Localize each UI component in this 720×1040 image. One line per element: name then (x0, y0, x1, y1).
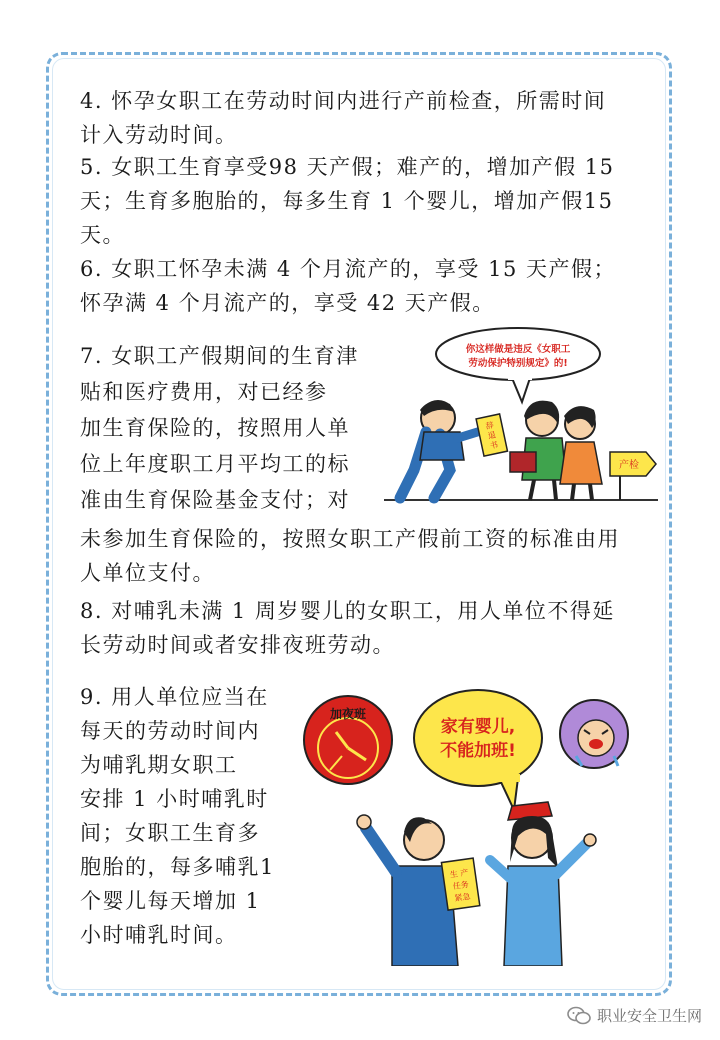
woman-figure-orange (560, 406, 602, 500)
task-line-3: 紧急 (453, 891, 472, 904)
item-4-line-1: 4. 怀孕女职工在劳动时间内进行产前检查，所需时间 (80, 89, 607, 113)
item-4 (80, 84, 606, 152)
refusal-line-1: 家有婴儿, (440, 717, 516, 737)
item-7-line-1: 7. 女职工产假期间的生育津 (80, 344, 359, 368)
clock-text: 加夜班 (329, 707, 367, 721)
production-task-paper (441, 858, 479, 910)
refusal-line-2: 不能加班! (440, 741, 516, 761)
wechat-icon (567, 1006, 591, 1026)
letter-char-3: 书 (489, 440, 499, 451)
item-8-line-2: 长劳动时间或者安排夜班劳动。 (80, 633, 395, 657)
item-6 (80, 252, 616, 320)
prenatal-checkup-sign (610, 452, 656, 500)
item-7-left (80, 338, 359, 518)
item-9-line-7: 个婴儿每天增加 1 (80, 889, 261, 913)
sign-text: 产检 (619, 460, 639, 471)
item-9-line-6: 胞胎的，每多哺乳1 (80, 855, 275, 879)
item-7-continued (80, 522, 620, 590)
letter-char-2: 退 (487, 430, 497, 441)
comic-dismissal-illustration (380, 320, 662, 510)
item-4-line-2: 计入劳动时间。 (80, 123, 238, 147)
item-7-line-7: 人单位支付。 (80, 561, 215, 585)
crying-baby-icon (560, 700, 628, 768)
item-7-line-2: 贴和医疗费用，对已经参 (80, 380, 328, 404)
speech-bubble-line-1: 你这样做是违反《女职工 (465, 344, 571, 355)
item-7-line-5: 准由生育保险基金支付；对 (80, 488, 350, 512)
item-9-line-3: 为哺乳期女职工 (80, 753, 238, 777)
task-line-1: 生 产 (449, 867, 469, 880)
female-worker-figure (490, 802, 596, 966)
watermark (567, 1005, 702, 1026)
task-line-2: 任务 (452, 880, 470, 892)
letter-char-1: 辞 (484, 420, 495, 431)
item-9-line-8: 小时哺乳时间。 (80, 923, 238, 947)
dismissal-letter (476, 414, 507, 456)
item-5 (80, 150, 615, 252)
item-9 (80, 680, 275, 952)
item-7-line-6: 未参加生育保险的，按照女职工产假前工资的标准由用 (80, 527, 620, 551)
item-7-line-4: 位上年度职工月平均工的标 (80, 452, 350, 476)
item-9-line-2: 每天的劳动时间内 (80, 719, 260, 743)
item-6-line-2: 怀孕满 4 个月流产的，享受 42 天产假。 (80, 291, 495, 315)
item-5-line-2: 天；生育多胞胎的，每多生育 1 个婴儿，增加产假15 (80, 189, 614, 213)
woman-figure-green (510, 401, 566, 500)
watermark-text: 职业安全卫生网 (596, 1007, 702, 1025)
boss-figure-pointing (357, 815, 458, 966)
item-9-line-1: 9. 用人单位应当在 (80, 685, 269, 709)
item-6-line-1: 6. 女职工怀孕未满 4 个月流产的，享受 15 天产假； (80, 257, 616, 281)
comic-overtime-illustration (300, 682, 640, 966)
item-8 (80, 594, 615, 662)
refusal-speech-bubble (414, 690, 542, 810)
boss-figure (400, 401, 484, 498)
item-9-line-5: 间；女职工生育多 (80, 821, 260, 845)
overtime-clock-icon (304, 696, 392, 784)
item-7-line-3: 加生育保险的，按照用人单 (80, 416, 350, 440)
speech-bubble-line-2: 劳动保护特别规定》的! (468, 358, 568, 369)
item-5-line-1: 5. 女职工生育享受98 天产假；难产的，增加产假 15 (80, 155, 615, 179)
item-8-line-1: 8. 对哺乳未满 1 周岁婴儿的女职工，用人单位不得延 (80, 599, 615, 623)
item-5-line-3: 天。 (80, 223, 125, 247)
item-9-line-4: 安排 1 小时哺乳时 (80, 787, 269, 811)
